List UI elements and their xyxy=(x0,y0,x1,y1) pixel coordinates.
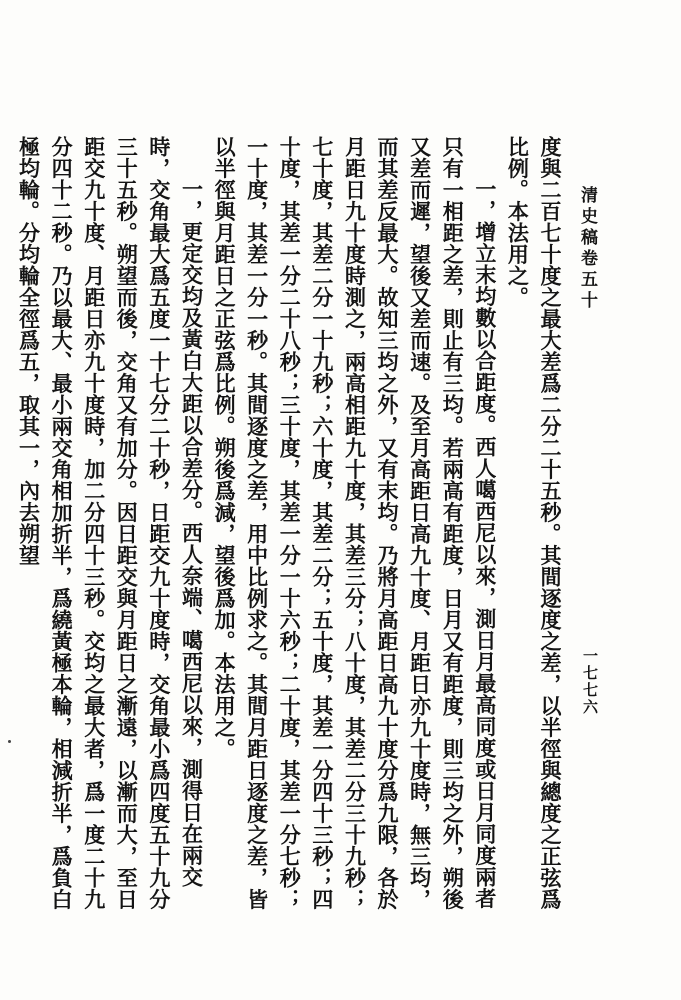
paragraph-intro: 度與二百七十度之最大差爲二分二十五秒。其間逐度之差，以半徑與總度之正弦爲比例。本法用之。 xyxy=(505,136,563,910)
running-title: 清史稿卷五十 xyxy=(577,186,597,312)
paragraph-end-equation: 一，增立末均數以合距度。西人噶西尼以來，測日月最高同度或日月同度兩者只有一相距之差，則止有三均。若兩高有距度，日月又有距度，則三均之外，朔後又差而遲，望後又差而速。及至月高距日高九十度、月距日亦九十度時，無三均，而其差反最大。故知三均之外，又有末均。乃將月高距日高九十度分爲九限，各於月距日九十度時測之，兩高相距九十度，其差三分；八十度，其差二分三十九秒；七十度，其差二分一十九秒；六十度，其差二分；五十度，其差一分四十三秒；四十度，其差一分二十八秒；三十度，其差一分一十六秒；二十度，其差一分七秒；一十度，其差一分一秒。其間逐度之差，用中比例求之。其間月距日逐度之差，皆以半徑與月距日之正弦爲比例。朔後爲減，望後爲加。本法用之。 xyxy=(212,136,498,910)
body-text xyxy=(16,136,566,928)
page-number: 一七七六 xyxy=(581,648,599,716)
paper-speck xyxy=(8,740,11,743)
paragraph-node-equation: 一，更定交均及黃白大距以合差分。西人奈端、噶西尼以來，測得日在兩交時，交角最大爲五度一十七分二十秒，日距交九十度時，交角最小爲四度五十九分三十五秒。朔望而後，交角又有加分。因日距交與月距日之漸遠，以漸而大，至日距交九十度、月距日亦九十度時，加二分四十三秒。交均之最大者，爲一度二十九分四十二秒。乃以最大、最小兩交角相加折半，爲繞黃極本輪，相減折半，爲負白極均輪。分均輪全徑爲五，取其一，內去朔望 xyxy=(16,136,205,910)
